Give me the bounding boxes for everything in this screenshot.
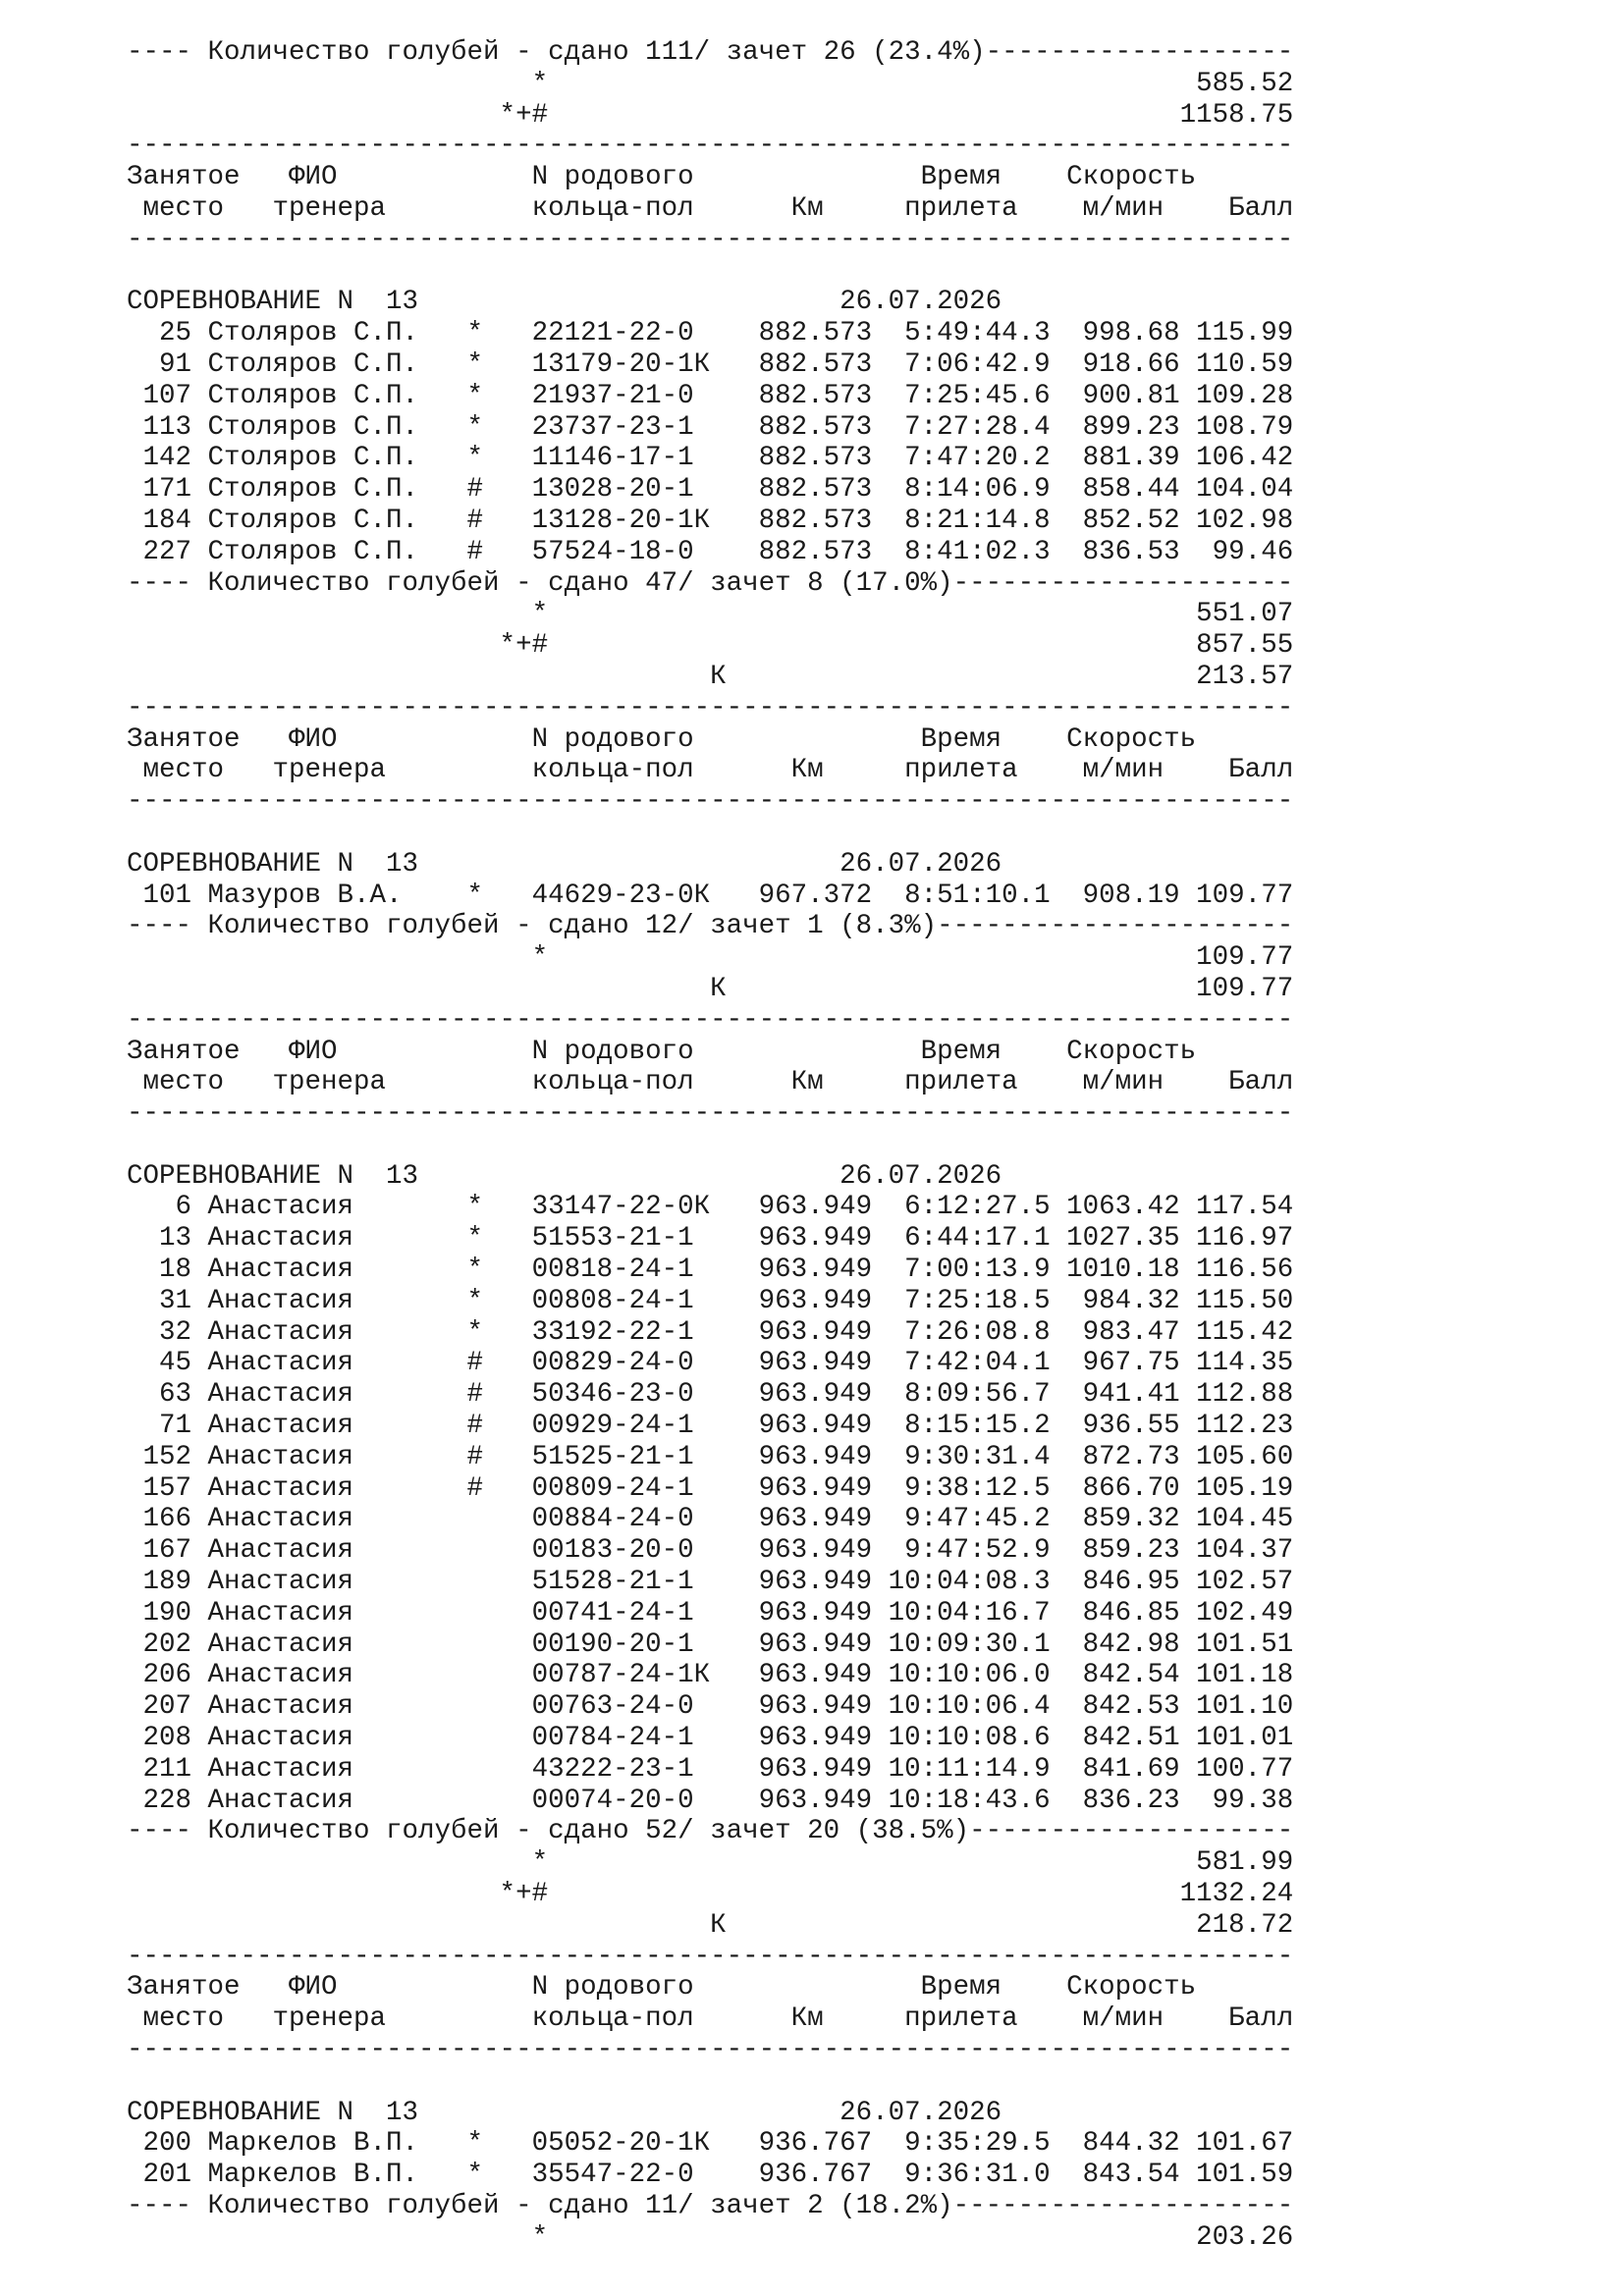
score-total-line: К 213.57 [127,661,1294,692]
summary-line: ---- Количество голубей - сдано 111/ зачет 26 (23.4%)------------------- [127,37,1294,68]
table-row: 101 Мазуров В.А. * 44629-23-0К 967.372 8:51:10.1 908.19 109.77 [127,880,1294,911]
table-row: 171 Столяров С.П. # 13028-20-1 882.573 8:14:06.9 858.44 104.04 [127,474,1294,506]
table-row: 18 Анастасия * 00818-24-1 963.949 7:00:13.9 1010.18 116.56 [127,1255,1294,1286]
divider-line: ------------------------------------------------------------------------ [127,1004,1294,1036]
table-row: 167 Анастасия 00183-20-0 963.949 9:47:52.9 859.23 104.37 [127,1535,1294,1567]
table-row: 32 Анастасия * 33192-22-1 963.949 7:26:08.8 983.47 115.42 [127,1316,1294,1348]
table-header-line: место тренера кольца-пол Км прилета м/мин Балл [127,1067,1294,1098]
score-total-line: * 203.26 [127,2221,1294,2253]
divider-line: ------------------------------------------------------------------------ [127,1941,1294,1972]
table-row: 31 Анастасия * 00808-24-1 963.949 7:25:18.5 984.32 115.50 [127,1285,1294,1316]
table-row: 207 Анастасия 00763-24-0 963.949 10:10:06.4 842.53 101.10 [127,1691,1294,1723]
table-row: 166 Анастасия 00884-24-0 963.949 9:47:45.2 859.32 104.45 [127,1504,1294,1535]
table-header-line: Занятое ФИО N родового Время Скорость [127,162,1197,193]
divider-line: ------------------------------------------------------------------------ [127,224,1294,255]
table-row: 227 Столяров С.П. # 57524-18-0 882.573 8:41:02.3 836.53 99.46 [127,536,1294,567]
table-header-line: место тренера кольца-пол Км прилета м/мин Балл [127,2003,1294,2035]
competition-heading: СОРЕВНОВАНИЕ N 13 26.07.2026 [127,1160,1002,1192]
competition-heading: СОРЕВНОВАНИЕ N 13 26.07.2026 [127,287,1002,318]
competition-heading: СОРЕВНОВАНИЕ N 13 26.07.2026 [127,848,1002,880]
score-total-line: *+# 1158.75 [127,99,1294,131]
divider-line: ------------------------------------------------------------------------ [127,786,1294,818]
score-total-line: *+# 1132.24 [127,1879,1294,1910]
table-row: 190 Анастасия 00741-24-1 963.949 10:04:16.7 846.85 102.49 [127,1597,1294,1629]
table-row: 189 Анастасия 51528-21-1 963.949 10:04:08.3 846.95 102.57 [127,1567,1294,1598]
blank-line [127,818,1293,849]
table-row: 6 Анастасия * 33147-22-0К 963.949 6:12:27.5 1063.42 117.54 [127,1192,1294,1223]
table-row: 211 Анастасия 43222-23-1 963.949 10:11:14.9 841.69 100.77 [127,1753,1294,1785]
summary-line: ---- Количество голубей - сдано 52/ зачет 20 (38.5%)-------------------- [127,1816,1294,1847]
table-row: 13 Анастасия * 51553-21-1 963.949 6:44:17.1 1027.35 116.97 [127,1223,1294,1255]
competition-heading: СОРЕВНОВАНИЕ N 13 26.07.2026 [127,2097,1002,2128]
score-total-line: * 551.07 [127,599,1294,630]
table-header-line: место тренера кольца-пол Км прилета м/мин Балл [127,192,1294,224]
summary-line: ---- Количество голубей - сдано 11/ зачет 2 (18.2%)--------------------- [127,2190,1294,2221]
score-total-line: *+# 857.55 [127,630,1294,662]
blank-line [127,1130,1293,1161]
table-row: 157 Анастасия # 00809-24-1 963.949 9:38:12.5 866.70 105.19 [127,1472,1294,1504]
table-row: 91 Столяров С.П. * 13179-20-1К 882.573 7:06:42.9 918.66 110.59 [127,348,1294,380]
score-total-line: * 109.77 [127,942,1294,974]
divider-line: ------------------------------------------------------------------------ [127,1098,1294,1130]
table-header-line: место тренера кольца-пол Км прилета м/мин Балл [127,755,1294,786]
table-row: 63 Анастасия # 50346-23-0 963.949 8:09:56.7 941.41 112.88 [127,1379,1294,1411]
divider-line: ------------------------------------------------------------------------ [127,2035,1294,2065]
blank-line [127,256,1293,288]
table-row: 200 Маркелов В.П. * 05052-20-1К 936.767 9:35:29.5 844.32 101.67 [127,2128,1294,2160]
table-row: 113 Столяров С.П. * 23737-23-1 882.573 7:27:28.4 899.23 108.79 [127,411,1294,443]
table-row: 206 Анастасия 00787-24-1К 963.949 10:10:06.0 842.54 101.18 [127,1660,1294,1691]
divider-line: ------------------------------------------------------------------------ [127,131,1294,162]
table-header-line: Занятое ФИО N родового Время Скорость [127,1036,1197,1067]
divider-line: ------------------------------------------------------------------------ [127,692,1294,723]
table-row: 152 Анастасия # 51525-21-1 963.949 9:30:31.4 872.73 105.60 [127,1441,1294,1472]
table-row: 107 Столяров С.П. * 21937-21-0 882.573 7:25:45.6 900.81 109.28 [127,380,1294,411]
table-row: 142 Столяров С.П. * 11146-17-1 882.573 7:47:20.2 881.39 106.42 [127,443,1294,474]
table-row: 71 Анастасия # 00929-24-1 963.949 8:15:15.2 936.55 112.23 [127,1411,1294,1442]
table-row: 202 Анастасия 00190-20-1 963.949 10:09:30.1 842.98 101.51 [127,1629,1294,1660]
table-row: 25 Столяров С.П. * 22121-22-0 882.573 5:49:44.3 998.68 115.99 [127,318,1294,349]
table-row: 201 Маркелов В.П. * 35547-22-0 936.767 9:36:31.0 843.54 101.59 [127,2160,1294,2191]
summary-line: ---- Количество голубей - сдано 47/ зачет 8 (17.0%)--------------------- [127,567,1294,599]
score-total-line: К 218.72 [127,1909,1294,1941]
table-row: 228 Анастасия 00074-20-0 963.949 10:18:43.6 836.23 99.38 [127,1785,1294,1816]
results-printout [127,37,1293,2254]
score-total-line: * 585.52 [127,68,1294,99]
score-total-line: К 109.77 [127,973,1294,1004]
table-row: 208 Анастасия 00784-24-1 963.949 10:10:08.6 842.51 101.01 [127,1723,1294,1754]
summary-line: ---- Количество голубей - сдано 12/ зачет 1 (8.3%)---------------------- [127,911,1294,942]
score-total-line: * 581.99 [127,1847,1294,1879]
table-row: 45 Анастасия # 00829-24-0 963.949 7:42:04.1 967.75 114.35 [127,1348,1294,1379]
table-header-line: Занятое ФИО N родового Время Скорость [127,1972,1197,2003]
table-row: 184 Столяров С.П. # 13128-20-1К 882.573 8:21:14.8 852.52 102.98 [127,505,1294,536]
blank-line [127,2066,1293,2098]
table-header-line: Занятое ФИО N родового Время Скорость [127,723,1197,755]
